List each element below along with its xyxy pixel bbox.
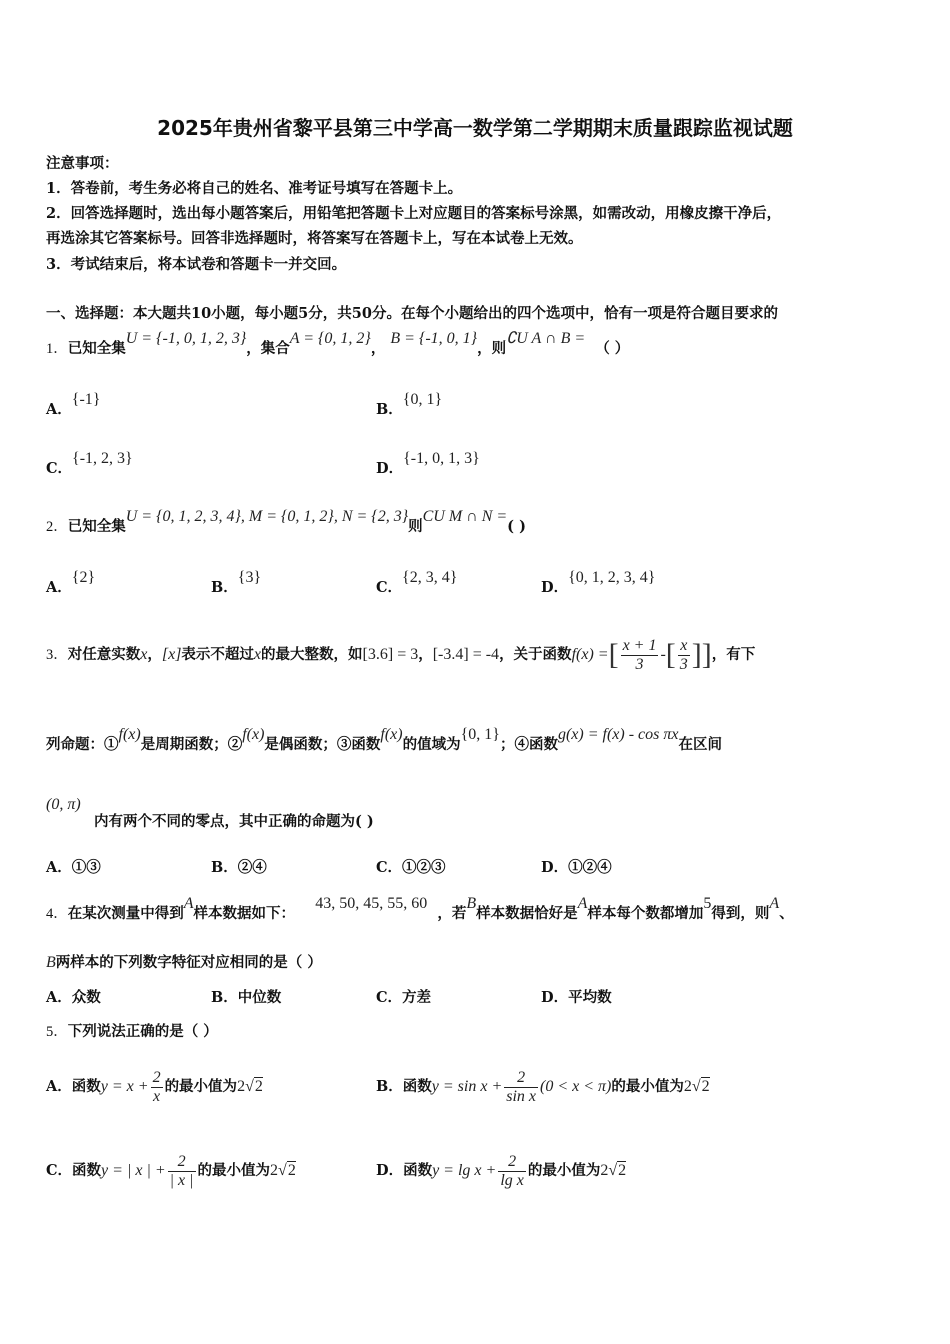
q3-math-fx: f(x) [242, 726, 265, 743]
q3-text: 表示不超过 [181, 646, 254, 663]
option-fraction [498, 1153, 526, 1189]
option-label: C． [376, 859, 403, 876]
q3-math-fx: f(x) = [571, 646, 609, 663]
left-bracket: [ [665, 638, 676, 671]
option-label: B． [211, 989, 238, 1006]
q4-sample-data: 43, 50, 45, 55, 60 [315, 895, 428, 912]
option-math: {0, 1, 2, 3, 4} [568, 569, 656, 586]
option-label: D． [541, 579, 569, 596]
q3-text: 列命题：① [46, 736, 119, 753]
q4-var-B: B [46, 954, 56, 971]
q1-option-b [376, 391, 443, 419]
option-math: {2} [71, 569, 96, 586]
q5-option-a: A．函数y = x + $\frac{2}{x}$ 的最小值为2√2 [46, 1068, 263, 1105]
question-3-line-3: 内有两个不同的零点，其中正确的命题为( ) [94, 813, 374, 830]
q3-text: ， [147, 646, 162, 663]
q3-text: 对任意实数 [67, 646, 141, 663]
option-text: 函数 [403, 1162, 433, 1179]
left-bracket: [ [608, 638, 619, 671]
q4-text: 两样本的下列数字特征对应相同的是（ ） [55, 954, 322, 971]
q3-text: ，有下 [711, 646, 756, 663]
sqrt-radicand: 2 [701, 1078, 710, 1095]
q4-text: 样本数据恰好是 [476, 905, 578, 922]
option-fraction [151, 1069, 163, 1105]
fraction-numerator: 2 [504, 1069, 538, 1088]
section-heading: 一、选择题：本大题共10小题，每小题5分，共50分。在每个小题给出的四个选项中，恰有一项是符合题目要求的 [46, 305, 778, 322]
option-math-domain: (0 < x < π) [540, 1078, 612, 1095]
option-label: A． [46, 579, 72, 596]
fraction-numerator: 2 [152, 1068, 161, 1086]
q3-text: ；④函数 [499, 736, 558, 753]
question-5 [46, 1020, 218, 1041]
q3-option-d [541, 856, 612, 877]
option-text: 的最小值为 [611, 1078, 684, 1095]
option-label: B． [376, 1078, 403, 1095]
option-label: C． [376, 989, 403, 1006]
sqrt-radicand: 2 [618, 1162, 627, 1179]
q4-option-b [211, 986, 281, 1007]
q1-math-B: B = {-1, 0, 1} [390, 330, 478, 347]
option-label: A． [46, 859, 72, 876]
q4-var-A: A [577, 895, 588, 912]
q1-option-a [46, 391, 101, 419]
q2-option-a [46, 569, 96, 597]
option-math: {0, 1} [402, 391, 443, 408]
q1-text: ，则 [477, 340, 507, 357]
option-text: 方差 [402, 989, 432, 1006]
q3-var-x: x [140, 646, 148, 663]
q5-option-d: D．函数y = lg x + $\frac{2}{\text{lg x}}$ 的最小值为2√2 [376, 1152, 627, 1189]
q2-text: 已知全集 [67, 518, 126, 535]
q2-option-b [211, 569, 262, 597]
notice-item-3: 3．考试结束后，将本试卷和答题卡一并交回。 [46, 256, 347, 273]
question-number: 2． [46, 519, 68, 535]
option-math-lhs: y = | x | + [101, 1162, 166, 1179]
notice-item-2: 2．回答选择题时，选出每小题答案后，用铅笔把答题卡上对应题目的答案标号涂黑，如需改动，用橡皮擦干净后， [46, 205, 782, 222]
q3-math-example-2: [-3.4] = -4 [432, 646, 500, 663]
fraction-numerator: x [678, 637, 690, 656]
option-label: D． [541, 859, 569, 876]
q5-text: 下列说法正确的是（ ） [67, 1023, 218, 1040]
coefficient: 2 [270, 1162, 279, 1179]
q3-math-fx: f(x) [380, 726, 403, 743]
q4-text: 得到，则 [711, 905, 770, 922]
coefficient: 2 [237, 1078, 246, 1095]
fraction-denominator: 3 [635, 655, 644, 673]
q3-text: 是偶函数；③函数 [264, 736, 381, 753]
option-math-lhs: y = lg x + [432, 1162, 497, 1179]
option-text: ①②③ [402, 859, 446, 876]
q2-text: 则 [408, 518, 423, 535]
option-math-lhs: y = sin x + [431, 1078, 503, 1095]
option-text: 的最小值为 [197, 1162, 271, 1179]
q1-math-expr: ∁U A ∩ B = [506, 330, 586, 347]
q4-increment: 5 [703, 895, 712, 912]
option-label: D． [376, 460, 404, 477]
option-math: {-1} [71, 391, 101, 408]
question-number: 4． [46, 906, 68, 922]
q3-text: 是周期函数；② [140, 736, 243, 753]
q2-math-expr: CU M ∩ N = [422, 508, 508, 525]
q3-interval [46, 796, 81, 814]
option-text: 平均数 [568, 989, 612, 1006]
option-label: D． [376, 1162, 404, 1179]
sqrt-radicand: 2 [287, 1162, 296, 1179]
q1-option-d [376, 450, 480, 478]
q3-text: 的值域为 [402, 736, 461, 753]
fraction-denominator: sin x [506, 1087, 537, 1105]
q5-option-c: C．函数y = | x | + $\frac{2}{| x |}$ 的最小值为2√2 [46, 1152, 296, 1189]
question-number: 5． [46, 1024, 68, 1040]
q2-paren: ( ) [507, 518, 526, 535]
notice-item-1: 1．答卷前，考生务必将自己的姓名、准考证号填写在答题卡上。 [46, 180, 463, 197]
q4-text: 在某次测量中得到 [67, 905, 184, 922]
option-text: 的最小值为 [164, 1078, 238, 1095]
q3-text: ，关于函数 [499, 646, 572, 663]
option-text: 众数 [71, 989, 101, 1006]
q3-var-x: x [253, 646, 262, 663]
question-number: 3． [46, 647, 68, 663]
exam-title: 2025年贵州省黎平县第三中学高一数学第二学期期末质量跟踪监视试题 [157, 116, 793, 140]
fraction-denominator: lg x [500, 1171, 524, 1189]
option-fraction [504, 1069, 538, 1105]
q4-var-A: A [183, 895, 194, 912]
fraction-denominator: x [153, 1087, 161, 1105]
option-text: 函数 [71, 1078, 101, 1095]
option-label: B． [211, 579, 238, 596]
fraction-denominator: | x | [169, 1171, 194, 1189]
option-math: {3} [237, 569, 262, 586]
option-label: C． [376, 579, 403, 596]
option-text: 函数 [72, 1162, 102, 1179]
option-math: {-1, 0, 1, 3} [403, 450, 480, 467]
question-1 [46, 330, 630, 358]
q3-fraction-1 [621, 637, 659, 673]
option-text: 函数 [402, 1078, 432, 1095]
q3-math-gx: g(x) = f(x) - cos πx [557, 726, 679, 743]
q3-option-a [46, 856, 101, 877]
q4-var-A: A [769, 895, 780, 912]
question-number: 1． [46, 341, 68, 357]
q3-option-c [376, 856, 446, 877]
fraction-denominator: 3 [679, 655, 688, 673]
q2-option-d [541, 569, 656, 597]
fraction-numerator: 2 [498, 1153, 526, 1172]
q1-math-U: U = {-1, 0, 1, 2, 3} [125, 330, 247, 347]
q4-text: 、 [779, 905, 794, 922]
q4-option-c [376, 986, 431, 1007]
fraction-numerator: x + 1 [622, 636, 657, 654]
q1-text: 已知全集 [67, 340, 126, 357]
option-math: {2, 3, 4} [402, 569, 458, 586]
q4-text: 样本每个数都增加 [587, 905, 704, 922]
q3-option-b [211, 856, 267, 877]
q3-math-range: {0, 1} [460, 726, 500, 743]
option-text: 中位数 [237, 989, 282, 1006]
notice-item-2-cont: 再选涂其它答案标号。回答非选择题时，将答案写在答题卡上，写在本试卷上无效。 [46, 230, 583, 247]
q2-option-c [376, 569, 458, 597]
fraction-numerator: 2 [168, 1153, 196, 1172]
q3-fraction-2 [678, 637, 690, 673]
question-4-line-2 [46, 951, 322, 972]
q3-text: 在区间 [678, 736, 722, 753]
q5-option-b: B．函数y = sin x + $\frac{2}{\text{sin x}}$ (0 < x < π)的最小值为2√2 [376, 1068, 710, 1105]
q1-math-A: A = {0, 1, 2} [289, 330, 371, 347]
q4-text: 样本数据如下： [193, 905, 296, 922]
option-text: ①③ [71, 859, 101, 876]
question-4 [46, 895, 794, 923]
option-label: A． [46, 401, 72, 418]
q4-text: ，若 [437, 905, 467, 922]
q1-text: ， [370, 340, 386, 357]
option-label: A． [46, 1078, 72, 1095]
option-label: C． [46, 1162, 73, 1179]
option-text: ①②④ [568, 859, 612, 876]
q3-math-floor: [x] [161, 646, 182, 663]
option-label: D． [541, 989, 569, 1006]
question-3: 3．对任意实数x，[x]表示不超过x的最大整数，如[3.6] = 3，[-3.4] = -4，关于函数f(x) =[ $\frac{x + 1}{3}$ -[ $\frac{x}{3}$ ]]，有下 [46, 636, 756, 673]
option-text: 的最小值为 [527, 1162, 601, 1179]
q3-math-fx: f(x) [118, 726, 141, 743]
sqrt-radicand: 2 [254, 1078, 263, 1095]
question-3-line-2 [46, 726, 722, 754]
q4-option-d [541, 986, 612, 1007]
q3-text: 的最大整数，如 [261, 646, 363, 663]
right-bracket: ]] [691, 638, 712, 671]
coefficient: 2 [600, 1162, 609, 1179]
question-2 [46, 508, 526, 536]
q4-option-a [46, 986, 101, 1007]
option-label: C． [46, 460, 73, 477]
option-fraction [168, 1153, 196, 1189]
option-label: A． [46, 989, 72, 1006]
option-label: B． [376, 401, 403, 418]
q3-text: ， [418, 646, 433, 663]
notice-heading: 注意事项： [46, 155, 119, 172]
q3-math-interval: (0, π) [46, 796, 81, 813]
option-text: ②④ [237, 859, 267, 876]
q2-math-sets: U = {0, 1, 2, 3, 4}, M = {0, 1, 2}, N = {2, 3} [125, 508, 409, 525]
option-label: B． [211, 859, 238, 876]
q1-text: ，集合 [246, 340, 290, 357]
coefficient: 2 [683, 1078, 692, 1095]
option-math-lhs: y = x + [100, 1078, 149, 1095]
q1-paren: （ ） [595, 340, 630, 357]
q3-math-example-1: [3.6] = 3 [362, 646, 419, 663]
q4-var-B: B [466, 895, 477, 912]
q1-option-c [46, 450, 133, 478]
option-math: {-1, 2, 3} [72, 450, 133, 467]
